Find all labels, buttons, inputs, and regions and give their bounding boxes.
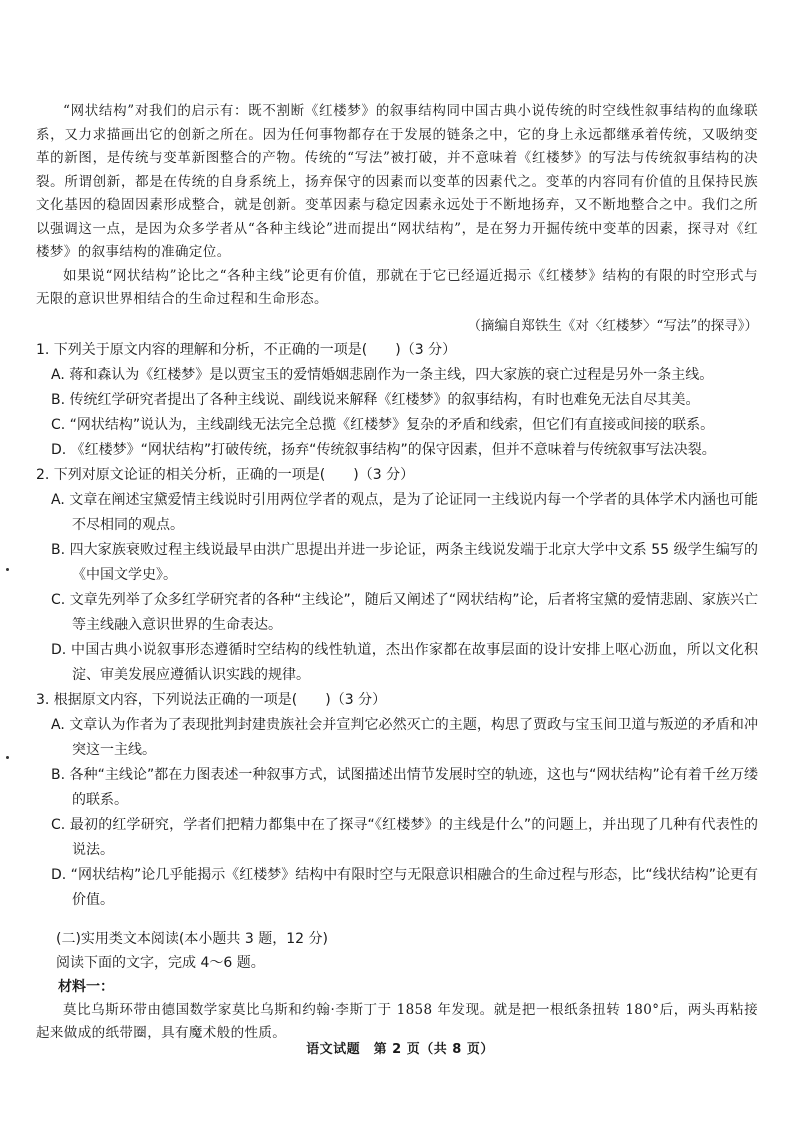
option-a: A. 蒋和森认为《红楼梦》是以贾宝玉的爱情婚姻悲剧作为一条主线，四大家族的衰亡过程是另外一条主线。 bbox=[51, 366, 714, 383]
option-a: A. 文章在阐述宝黛爱情主线说时引用两位学者的观点，是为了论证同一主线说内每一个学者的具体学术内涵也可能不尽相同的观点。 bbox=[51, 491, 758, 533]
passage-source: （摘编自郑铁生《对〈红楼梦〉“写法”的探寻》） bbox=[467, 317, 758, 334]
option-d: D. 中国古典小说叙事形态遵循时空结构的线性轨道，杰出作家都在故事层面的设计安排上呕心沥血，所以文化积淀、审美发展应遵循认识实践的规律。 bbox=[51, 641, 758, 683]
option-a: A. 文章认为作者为了表现批判封建贵族社会并宣判它必然灭亡的主题，构思了贾政与宝玉间卫道与叛逆的矛盾和冲突这一主线。 bbox=[51, 716, 758, 758]
reading-passage bbox=[36, 100, 758, 338]
section-title: (二)实用类文本阅读(本小题共 3 题，12 分) bbox=[56, 930, 328, 947]
option-c: C. 文章先列举了众多红学研究者的各种“主线论”，随后又阐述了“网状结构”论，后者将宝黛的爱情悲剧、家族兴亡等主线融入意识世界的生命表达。 bbox=[51, 591, 758, 633]
question-3 bbox=[36, 688, 758, 913]
option-b: B. 传统红学研究者提出了各种主线说、副线说来解释《红楼梦》的叙事结构，有时也难免无法自尽其美。 bbox=[51, 391, 700, 408]
option-b: B. 各种“主线论”都在力图表述一种叙事方式，试图描述出情节发展时空的轨迹，这也与“网状结构”论有着千丝万缕的联系。 bbox=[51, 766, 758, 808]
option-d: D. 《红楼梦》“网状结构”打破传统，扬弃“传统叙事结构”的保守因素，但并不意味着与传统叙事写法决裂。 bbox=[51, 441, 716, 458]
question-1 bbox=[36, 338, 758, 463]
section-2 bbox=[36, 927, 758, 1046]
question-stem: 3. 根据原文内容，下列说法正确的一项是( )（3 分） bbox=[36, 691, 387, 708]
option-c: C. “网状结构”说认为，主线副线无法完全总揽《红楼梦》复杂的矛盾和线索，但它们有直接或间接的联系。 bbox=[51, 416, 715, 433]
section-instruction: 阅读下面的文字，完成 4～6 题。 bbox=[56, 954, 265, 971]
margin-mark bbox=[6, 756, 9, 759]
question-2 bbox=[36, 463, 758, 688]
question-stem: 1. 下列关于原文内容的理解和分析，不正确的一项是( )（3 分） bbox=[36, 341, 457, 358]
question-stem: 2. 下列对原文论证的相关分析，正确的一项是( )（3 分） bbox=[36, 466, 415, 483]
option-b: B. 四大家族衰败过程主线说最早由洪广思提出并进一步论证，两条主线说发端于北京大学中文系 55 级学生编写的《中国文学史》。 bbox=[51, 541, 758, 583]
material-label: 材料一： bbox=[58, 978, 114, 995]
option-d: D. “网状结构”论几乎能揭示《红楼梦》结构中有限时空与无限意识相融合的生命过程与形态，比“线状结构”论更有价值。 bbox=[51, 866, 758, 908]
page-footer: 语文试题 第 2 页（共 8 页） bbox=[306, 1042, 494, 1057]
margin-mark bbox=[6, 568, 9, 571]
passage-paragraph-1: “网状结构”对我们的启示有：既不割断《红楼梦》的叙事结构同中国古典小说传统的时空线性叙事结构的血缘联系，又力求描画出它的创新之所在。因为任何事物都存在于发展的链条之中，它的身上永远都继承着传统，又吸纳变革的新图，是传统与变革新图整合的产物。传统的“写法”被打破，并不意味着《红楼梦》的写法与传统叙事结构的决裂。所谓创新，都是在传统的自身系统上，扬弃保守的因素而以变革的因素代之。变革的内容同有价值的且保持民族文化基因的稳固因素形成整合，就是创新。变革因素与稳定因素永远处于不断地扬弃，又不断地整合之中。我们之所以强调这一点，是因为众多学者从“各种主线论”进而提出“网状结构”，是在努力开掘传统中变革的因素，探寻对《红楼梦》的叙事结构的准确定位。 bbox=[36, 103, 758, 260]
passage-paragraph-2: 如果说“网状结构”论比之“各种主线”论更有价值，那就在于它已经逼近揭示《红楼梦》结构的有限的时空形式与无限的意识世界相结合的生命过程和生命形态。 bbox=[36, 267, 758, 307]
option-c: C. 最初的红学研究，学者们把精力都集中在了探寻“《红楼梦》的主线是什么”的问题上，并出现了几种有代表性的说法。 bbox=[51, 816, 758, 858]
material-text: 莫比乌斯环带由德国数学家莫比乌斯和约翰·李斯丁于 1858 年发现。就是把一根纸条扭转 180°后，两头再粘接起来做成的纸带圈，具有魔术般的性质。 bbox=[36, 1001, 758, 1041]
